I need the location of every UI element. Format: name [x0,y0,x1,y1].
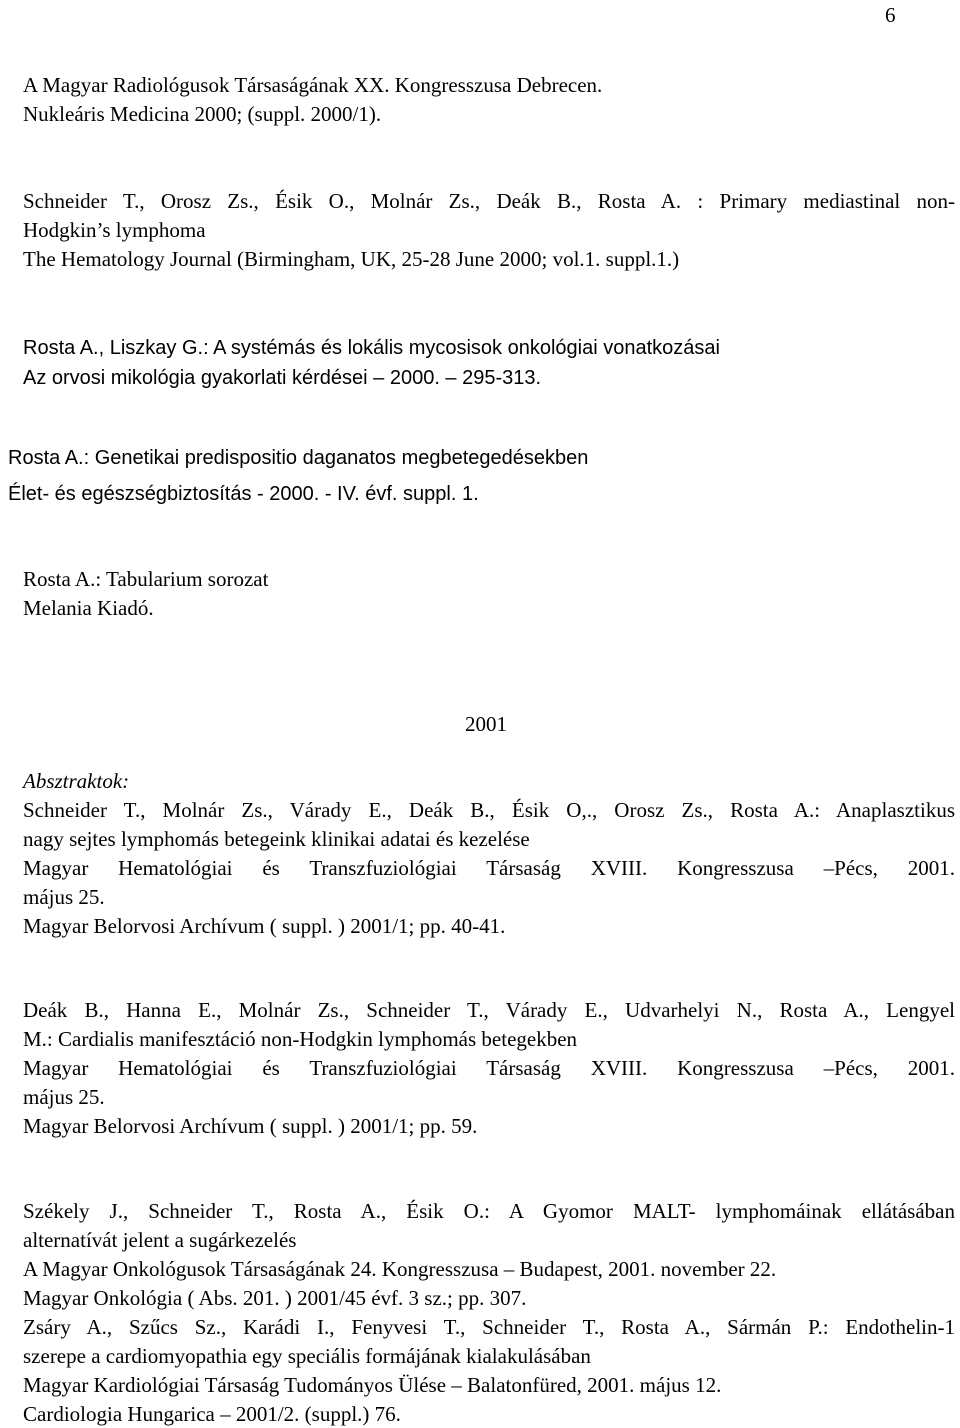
reference-line: alternatívát jelent a sugárkezelés [23,1228,297,1252]
reference-line: Melania Kiadó. [23,596,154,620]
reference-line: Magyar Onkológia ( Abs. 201. ) 2001/45 évf. 3 sz.; pp. 307. [23,1286,527,1310]
reference-line: Deák B., Hanna E., Molnár Zs., Schneider T., Várady E., Udvarhelyi N., Rosta A., Lengyel [23,998,955,1022]
reference-line: május 25. [23,1085,105,1109]
reference-line: Zsáry A., Szűcs Sz., Karádi I., Fenyvesi T., Schneider T., Rosta A., Sármán P.: Endothelin-1 [23,1315,955,1339]
reference-line: A Magyar Radiológusok Társaságának XX. Kongresszusa Debrecen. [23,73,603,97]
reference-line: Rosta A.: Genetikai predispositio daganatos megbetegedésekben [8,447,589,469]
reference-line: Nukleáris Medicina 2000; (suppl. 2000/1). [23,102,382,126]
reference-line: szerepe a cardiomyopathia egy speciális formájának kialakulásában [23,1344,591,1368]
reference-line: Rosta A.: Tabularium sorozat [23,567,269,591]
reference-line: Magyar Hematológiai és Transzfuziológiai Társaság XVIII. Kongresszusa –Pécs, 2001. [23,856,955,880]
reference-line: The Hematology Journal (Birmingham, UK, 25-28 June 2000; vol.1. suppl.1.) [23,247,680,271]
reference-line: M.: Cardialis manifesztáció non-Hodgkin lymphomás betegekben [23,1027,578,1051]
reference-line: Rosta A., Liszkay G.: A systémás és lokális mycosisok onkológiai vonatkozásai [23,337,720,359]
reference-line: május 25. [23,885,105,909]
reference-line: Magyar Belorvosi Archívum ( suppl. ) 2001/1; pp. 40-41. [23,914,506,938]
section-heading: Absztraktok: [23,769,130,793]
reference-line: Schneider T., Molnár Zs., Várady E., Deák B., Ésik O,., Orosz Zs., Rosta A.: Anaplasztikus [23,798,955,822]
reference-line: Székely J., Schneider T., Rosta A., Ésik O.: A Gyomor MALT- lymphomáinak ellátásában [23,1199,955,1223]
year-heading: 2001 [465,712,507,736]
reference-line: Hodgkin’s lymphoma [23,218,206,242]
reference-line: Magyar Hematológiai és Transzfuziológiai Társaság XVIII. Kongresszusa –Pécs, 2001. [23,1056,955,1080]
reference-line: Magyar Belorvosi Archívum ( suppl. ) 2001/1; pp. 59. [23,1114,478,1138]
reference-line: Schneider T., Orosz Zs., Ésik O., Molnár Zs., Deák B., Rosta A. : Primary mediastinal non- [23,189,955,213]
page-number: 6 [885,3,896,27]
reference-line: A Magyar Onkológusok Társaságának 24. Kongresszusa – Budapest, 2001. november 22. [23,1257,777,1281]
reference-line: Cardiologia Hungarica – 2001/2. (suppl.) 76. [23,1402,401,1426]
reference-line: Élet- és egészségbiztosítás - 2000. - IV. évf. suppl. 1. [8,483,479,505]
reference-line: nagy sejtes lymphomás betegeink klinikai adatai és kezelése [23,827,530,851]
reference-line: Magyar Kardiológiai Társaság Tudományos Ülése – Balatonfüred, 2001. május 12. [23,1373,722,1397]
reference-line: Az orvosi mikológia gyakorlati kérdései – 2000. – 295-313. [23,367,542,389]
